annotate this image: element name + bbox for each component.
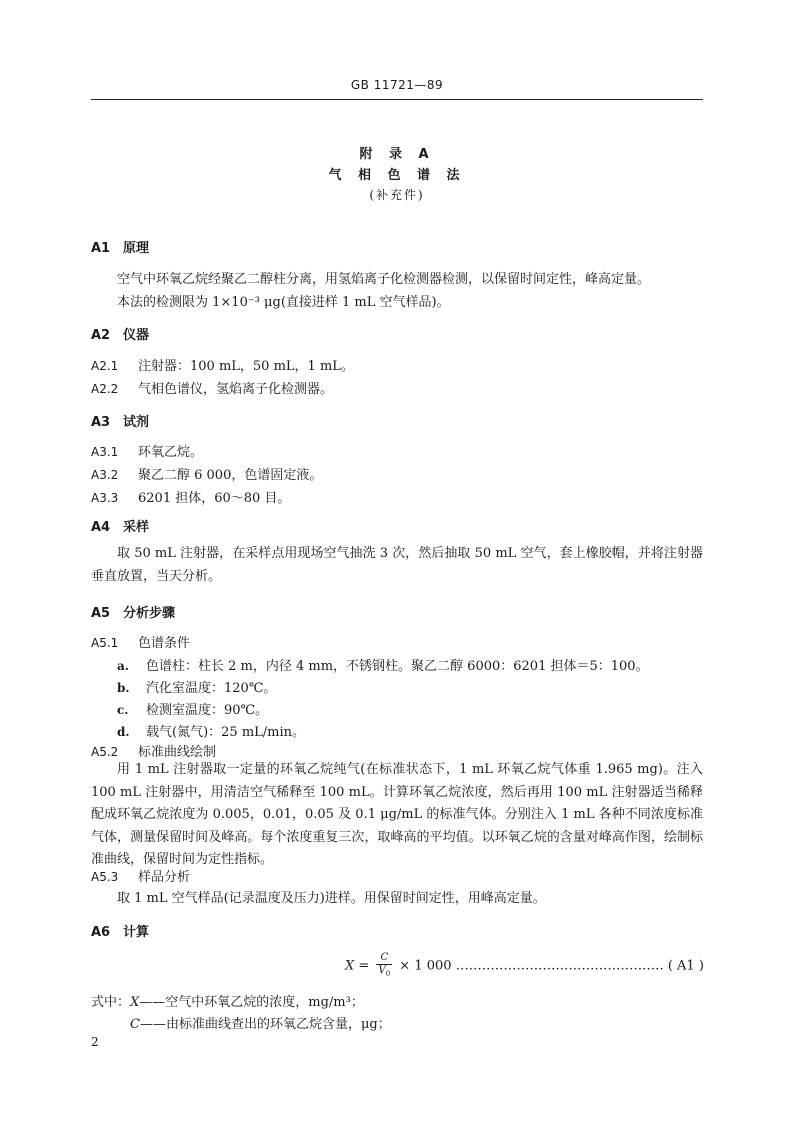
formula-label: ( A1 ) [667,958,704,974]
formula-denominator: $V_0$ [378,965,391,978]
page-number: 2 [91,1035,99,1049]
clause-a3-1: A3.1 环氧乙烷。 [91,445,204,460]
formula-fraction [376,952,392,980]
formula-leader: ………………………………………… [455,958,664,974]
clause-a5-2: A5.2 标准曲线绘制 [91,745,217,760]
section-heading-a6: A6 计算 [91,925,150,940]
where-definition-c: C——由标准曲线查出的环氧乙烷含量，μg； [130,1017,391,1032]
where-definition-x: 式中：X——空气中环氧乙烷的浓度，mg/m³； [91,995,364,1010]
condition-item-a: a. 色谱柱：柱长 2 m，内径 4 mm，不锈钢柱。聚乙二醇 6000：6201 担体＝5：100。 [117,659,649,674]
clause-a3-2: A3.2 聚乙二醇 6 000，色谱固定液。 [91,468,323,483]
a1-paragraph-1: 空气中环氧乙烷经聚乙二醇柱分离，用氢焰离子化检测器检测，以保留时间定性，峰高定量。 [117,272,651,287]
formula-numerator: C [376,952,392,965]
formula-lhs: X [345,958,355,974]
appendix-label: 附 录 A [359,147,435,162]
section-heading-a3: A3 试剂 [91,415,150,430]
section-heading-a4: A4 采样 [91,520,150,535]
clause-a2-1: A2.1 注射器：100 mL，50 mL，1 mL。 [91,359,354,374]
where-label: 式中： [91,995,131,1010]
standard-code-header: GB 11721—89 [350,78,444,92]
condition-item-b: b. 汽化室温度：120℃。 [117,681,277,696]
a5-3-paragraph: 取 1 mL 空气样品(记录温度及压力)进样。用保留时间定性，用峰高定量。 [117,891,546,906]
condition-item-d: d. 载气(氮气)：25 mL/min。 [117,725,306,740]
a5-2-paragraph: 用 1 mL 注射器取一定量的环氧乙烷纯气(在标准状态下，1 mL 环氧乙烷气体重 1.965 mg)。注入 100 mL 注射器中，用清洁空气稀释至 100 mL。计算环氧乙烷浓度，然后再用 100 mL 注射器适当稀释配成环氧乙烷浓度为 0.005，0.01，0.05 及 0.1 μg/mL 的标准气体。分别注入 1 mL 各种不同浓度标准气体，测量保留时间及峰高。每个浓度重复三次，取峰高的平均值。以环氧乙烷的含量对峰高作图，绘制标准曲线，保留时间为定性指标。 [91,762,703,867]
formula-equals: = [358,958,370,974]
appendix-title: 气 相 色 谱 法 [328,168,466,183]
header-rule [91,99,703,100]
condition-item-c: c. 检测室温度：90℃。 [117,703,269,718]
clause-a5-3: A5.3 样品分析 [91,870,191,885]
section-heading-a1: A1 原理 [91,241,150,256]
clause-a3-3: A3.3 6201 担体，60～80 目。 [91,491,291,506]
clause-a2-2: A2.2 气相色谱仪，氢焰离子化检测器。 [91,382,334,397]
formula-rest: × 1 000 [399,958,452,974]
formula-a1 [345,952,704,980]
a1-paragraph-2: 本法的检测限为 1×10⁻³ μg(直接进样 1 mL 空气样品)。 [117,295,450,310]
a4-paragraph: 取 50 mL 注射器，在采样点用现场空气抽洗 3 次，然后抽取 50 mL 空气，套上橡胶帽，并将注射器垂直放置，当天分析。 [91,546,703,584]
section-heading-a5: A5 分析步骤 [91,606,176,621]
clause-a5-1: A5.1 色谱条件 [91,636,191,651]
section-heading-a2: A2 仪器 [91,328,150,343]
appendix-note: (补充件) [369,188,425,202]
